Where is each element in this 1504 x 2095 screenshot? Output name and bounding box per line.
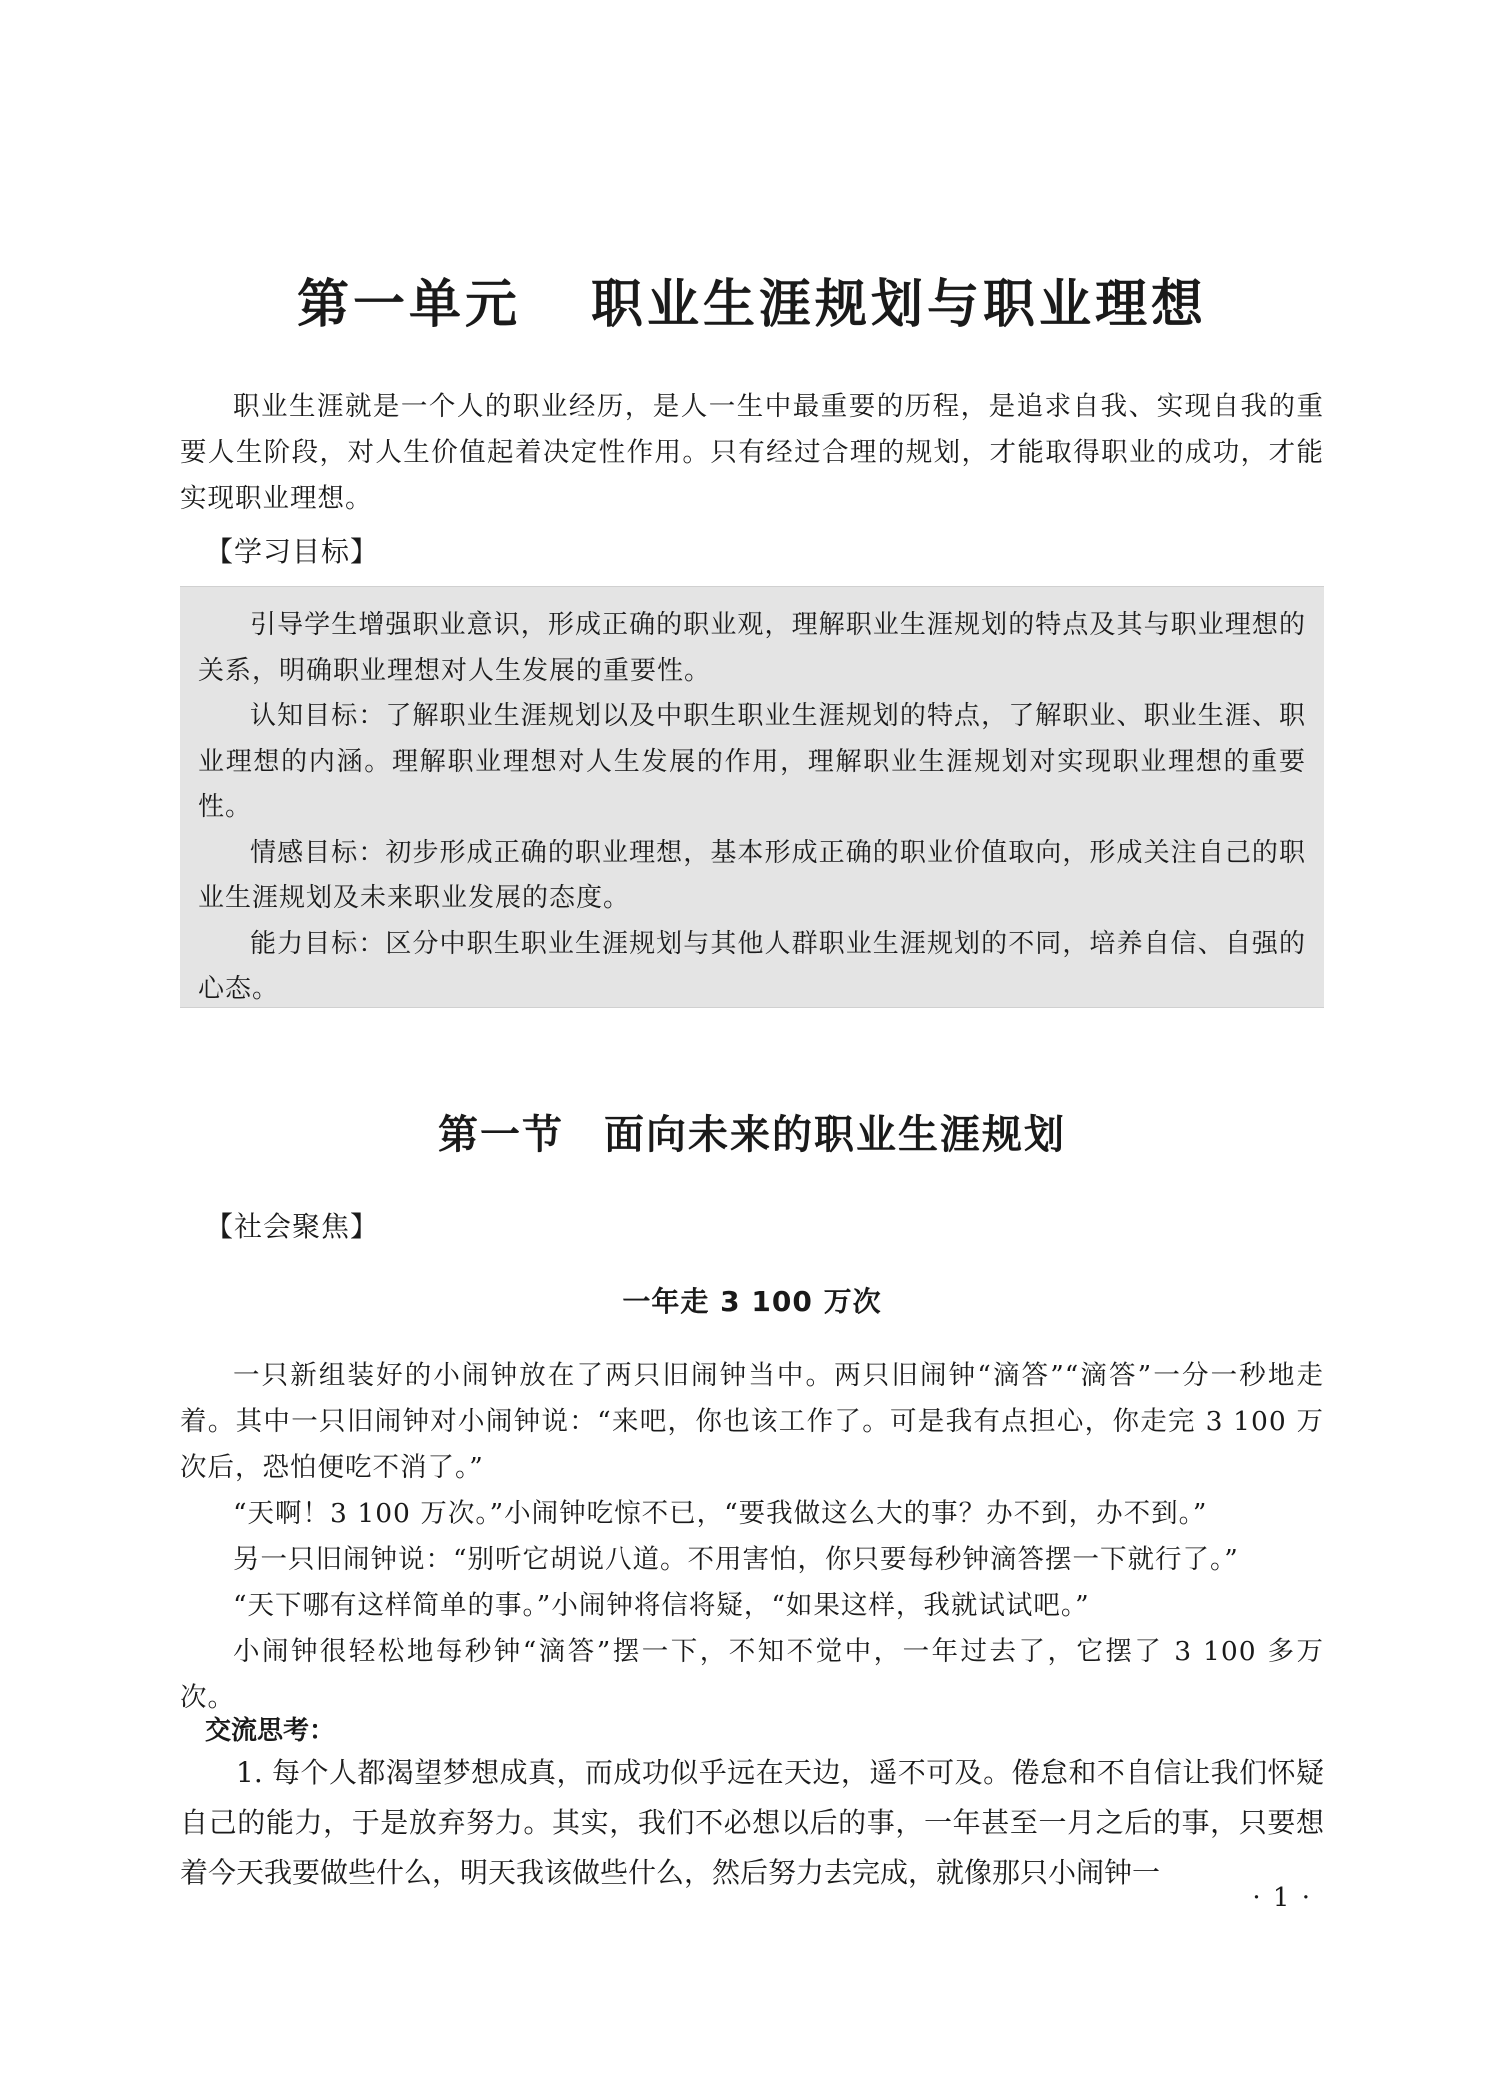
story-body: [180, 1353, 1324, 1721]
learning-goals-label: 【学习目标】: [205, 535, 380, 568]
unit-title: [180, 262, 1324, 337]
discussion-label: 交流思考：: [205, 1716, 336, 1746]
story-paragraph: 一只新组装好的小闹钟放在了两只旧闹钟当中。两只旧闹钟“滴答”“滴答”一分一秒地走着。其中一只旧闹钟对小闹钟说：“来吧，你也该工作了。可是我有点担心，你走完 3 100 万次后，恐怕便吃不消了。”: [180, 1360, 1324, 1483]
story-paragraph: 另一只旧闹钟说：“别听它胡说八道。不用害怕，你只要每秒钟滴答摆一下就行了。”: [233, 1544, 1239, 1575]
section-title: [180, 1103, 1324, 1160]
goal-emotional: 情感目标：初步形成正确的职业理想，基本形成正确的职业价值取向，形成关注自己的职业生涯规划及未来职业发展的态度。: [198, 837, 1306, 913]
story-paragraph: 小闹钟很轻松地每秒钟“滴答”摆一下，不知不觉中，一年过去了，它摆了 3 100 多万次。: [180, 1636, 1324, 1713]
story-paragraph: “天下哪有这样简单的事。”小闹钟将信将疑，“如果这样，我就试试吧。”: [233, 1590, 1090, 1621]
unit-intro: 职业生涯就是一个人的职业经历，是人一生中最重要的历程，是追求自我、实现自我的重要人生阶段，对人生价值起着决定性作用。只有经过合理的规划，才能取得职业的成功，才能实现职业理想。: [180, 391, 1324, 514]
story-title: 一年走 3 100 万次: [622, 1285, 882, 1318]
learning-goals-box: [180, 586, 1324, 1008]
goal-overview: 引导学生增强职业意识，形成正确的职业观，理解职业生涯规划的特点及其与职业理想的关系，明确职业理想对人生发展的重要性。: [198, 610, 1306, 686]
story-paragraph: “天啊！3 100 万次。”小闹钟吃惊不已，“要我做这么大的事？办不到，办不到。”: [233, 1498, 1208, 1529]
unit-number: 第一单元: [296, 275, 521, 335]
page-number: · 1 ·: [1252, 1883, 1312, 1913]
section-name: 面向未来的职业生涯规划: [604, 1111, 1066, 1158]
discussion-question-1: 1. 每个人都渴望梦想成真，而成功似乎远在天边，遥不可及。倦怠和不自信让我们怀疑自己的能力，于是放弃努力。其实，我们不必想以后的事，一年甚至一月之后的事，只要想着今天我要做些什么，明天我该做些什么，然后努力去完成，就像那只小闹钟一: [180, 1756, 1324, 1889]
goal-cognitive: 认知目标：了解职业生涯规划以及中职生职业生涯规划的特点，了解职业、职业生涯、职业理想的内涵。理解职业理想对人生发展的作用，理解职业生涯规划对实现职业理想的重要性。: [198, 701, 1306, 822]
goal-ability: 能力目标：区分中职生职业生涯规划与其他人群职业生涯规划的不同，培养自信、自强的心态。: [198, 928, 1306, 1004]
section-number: 第一节: [438, 1111, 564, 1158]
social-focus-label: 【社会聚焦】: [205, 1210, 380, 1243]
unit-name: 职业生涯规划与职业理想: [591, 275, 1208, 335]
